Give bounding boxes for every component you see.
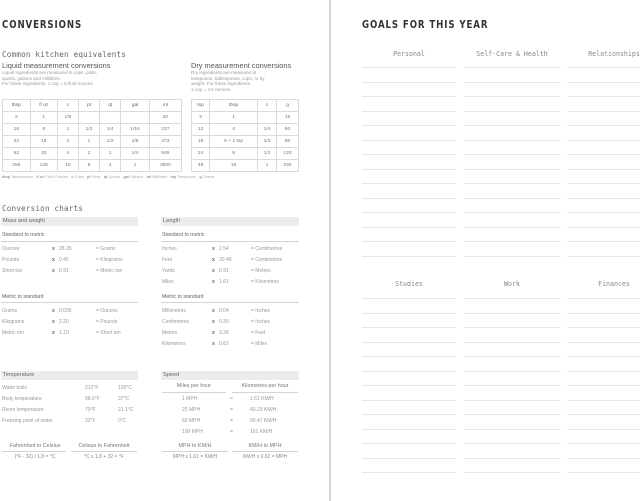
goal-line[interactable] bbox=[567, 443, 640, 444]
c-to-f-formula: °C x 1.8 + 32 = °F bbox=[84, 454, 124, 460]
goal-category-relationships: Relationships bbox=[588, 50, 640, 58]
goal-line[interactable] bbox=[465, 356, 560, 357]
goal-line[interactable] bbox=[465, 183, 560, 184]
dry-description: Dry ingredients are measured in teaspoons, tablespoons, cups, or by weight. For these ingredients, 1 cup = 4.5 ounces. bbox=[191, 70, 265, 92]
goal-line[interactable] bbox=[465, 111, 560, 112]
col-header: tsp bbox=[192, 100, 210, 112]
goal-line[interactable] bbox=[465, 313, 560, 314]
liquid-conversion-table bbox=[2, 99, 182, 172]
goal-line[interactable] bbox=[362, 414, 456, 415]
table-row: Kilograms x 2.20 = Pounds bbox=[2, 319, 118, 325]
f-to-c-label: Fahrenheit to Celsius bbox=[9, 443, 61, 449]
goal-line[interactable] bbox=[465, 414, 560, 415]
goal-line[interactable] bbox=[362, 67, 456, 68]
table-row: 1 MPH = 1.61 KM/H bbox=[182, 396, 274, 402]
goal-line[interactable] bbox=[362, 443, 456, 444]
kmh-column-header: Kilometres per hour bbox=[241, 383, 289, 389]
goal-line[interactable] bbox=[567, 67, 640, 68]
col-header: tbsp bbox=[3, 100, 31, 112]
goal-line[interactable] bbox=[362, 198, 456, 199]
liquid-description: Liquid ingredients are measured in cups, pints, quarts, gallons and millilitres. For these ingredients, 1 cup = 8 fluid ounces. bbox=[2, 70, 97, 87]
table-row: Millimetres x 0.04 = Inches bbox=[162, 308, 271, 314]
conversion-charts-heading: Conversion charts bbox=[2, 204, 84, 213]
goal-line[interactable] bbox=[567, 385, 640, 386]
goal-line[interactable] bbox=[362, 125, 456, 126]
table-row: Metres x 3.28 = Feet bbox=[162, 330, 266, 336]
table-row: 16 5 + 1 tsp 1/3 80 bbox=[192, 136, 299, 148]
dry-conversion-table bbox=[191, 99, 299, 172]
goal-line[interactable] bbox=[465, 385, 560, 386]
kmh-to-mph-formula: KM/H x 0.62 = MPH bbox=[242, 454, 288, 460]
table-row: Pounds x 0.45 = Kilograms bbox=[2, 257, 123, 263]
goal-line[interactable] bbox=[362, 458, 456, 459]
col-header: c bbox=[57, 100, 78, 112]
goal-line[interactable] bbox=[362, 227, 456, 228]
goal-line[interactable] bbox=[567, 327, 640, 328]
goal-line[interactable] bbox=[567, 256, 640, 257]
table-row: Metric ton x 1.10 = Short ton bbox=[2, 330, 121, 336]
mass-s2m-label: Standard to metric bbox=[2, 232, 45, 238]
col-header: pt bbox=[78, 100, 99, 112]
length-s2m-label: Standard to metric bbox=[162, 232, 205, 238]
goal-line[interactable] bbox=[465, 472, 560, 473]
table-row: Grams x 0.035 = Ounces bbox=[2, 308, 118, 314]
table-row: 12 4 1/4 60 bbox=[192, 124, 299, 136]
goal-line[interactable] bbox=[567, 356, 640, 357]
table-row: 16 8 1 1/2 1/4 1/16 237 bbox=[3, 124, 182, 136]
goal-line[interactable] bbox=[567, 414, 640, 415]
goal-line[interactable] bbox=[567, 371, 640, 372]
kitchen-equivalents-heading: Common kitchen equivalents bbox=[2, 50, 127, 59]
goal-line[interactable] bbox=[465, 429, 560, 430]
goal-line[interactable] bbox=[465, 96, 560, 97]
speed-heading: Speed bbox=[161, 371, 299, 380]
mph-to-kmh-label: MPH to KM/H bbox=[178, 443, 212, 449]
c-to-f-label: Celsius to Fahrenheit bbox=[78, 443, 130, 449]
goal-line[interactable] bbox=[567, 241, 640, 242]
page-title: GOALS FOR THIS YEAR bbox=[362, 19, 489, 31]
goal-line[interactable] bbox=[567, 400, 640, 401]
mph-column-header: Miles per hour bbox=[176, 383, 212, 389]
goal-line[interactable] bbox=[465, 227, 560, 228]
table-row: 62 32 4 2 1 1/4 946 bbox=[3, 148, 182, 160]
length-m2s-label: Metric to standard bbox=[162, 294, 204, 300]
table-row: Kilometres x 0.62 = Miles bbox=[162, 341, 267, 347]
f-to-c-formula: (°F - 32) / 1.8 = °C bbox=[14, 454, 56, 460]
goal-line[interactable] bbox=[362, 154, 456, 155]
col-header: ml bbox=[149, 100, 181, 112]
goal-line[interactable] bbox=[362, 472, 456, 473]
abbreviation-legend: tbsp Tablespoons fl oz Fluid Ounces c Cups pt Pints qt Quarts gal Gallons ml Millilitres tsp Teaspoons g Grams bbox=[2, 174, 215, 179]
col-header: fl oz bbox=[30, 100, 57, 112]
goal-line[interactable] bbox=[362, 82, 456, 83]
length-heading: Length bbox=[161, 217, 299, 226]
goal-line[interactable] bbox=[465, 458, 560, 459]
table-row: Freezing point of water 32°F 0°C bbox=[2, 418, 127, 424]
goal-line[interactable] bbox=[362, 342, 456, 343]
table-row: Ounces x 28.35 = Grams bbox=[2, 246, 116, 252]
table-row: 256 128 16 8 4 1 3800 bbox=[3, 160, 182, 172]
goal-line[interactable] bbox=[567, 342, 640, 343]
temperature-heading: Temperature bbox=[1, 371, 138, 380]
table-row: 50 MPH = 80.47 KM/H bbox=[182, 418, 277, 424]
col-header: qt bbox=[100, 100, 121, 112]
table-row: Yards x 0.91 = Metres bbox=[162, 268, 271, 274]
table-row: Inches x 2.54 = Centimetres bbox=[162, 246, 283, 252]
goal-line[interactable] bbox=[465, 241, 560, 242]
table-row: 24 8 1/2 120 bbox=[192, 148, 299, 160]
table-row: 32 16 2 1 1/2 1/8 473 bbox=[3, 136, 182, 148]
goal-line[interactable] bbox=[567, 212, 640, 213]
goal-category-personal: Personal bbox=[393, 50, 425, 58]
goal-line[interactable] bbox=[465, 371, 560, 372]
goal-line[interactable] bbox=[567, 313, 640, 314]
goal-category-self-care: Self-Care & Health bbox=[476, 50, 548, 58]
goal-line[interactable] bbox=[362, 140, 456, 141]
page-title: CONVERSIONS bbox=[2, 19, 83, 31]
goal-line[interactable] bbox=[567, 111, 640, 112]
goal-line[interactable] bbox=[465, 298, 560, 299]
goal-line[interactable] bbox=[362, 183, 456, 184]
goal-line[interactable] bbox=[567, 82, 640, 83]
goal-line[interactable] bbox=[567, 198, 640, 199]
goal-line[interactable] bbox=[567, 125, 640, 126]
goal-line[interactable] bbox=[362, 429, 456, 430]
goal-line[interactable] bbox=[362, 371, 456, 372]
goal-line[interactable] bbox=[567, 472, 640, 473]
goal-line[interactable] bbox=[362, 356, 456, 357]
goal-line[interactable] bbox=[465, 67, 560, 68]
goal-line[interactable] bbox=[567, 154, 640, 155]
goal-line[interactable] bbox=[362, 313, 456, 314]
goal-line[interactable] bbox=[567, 169, 640, 170]
goal-line[interactable] bbox=[567, 429, 640, 430]
goals-page bbox=[331, 0, 640, 501]
goal-line[interactable] bbox=[362, 400, 456, 401]
goal-line[interactable] bbox=[362, 111, 456, 112]
goal-line[interactable] bbox=[362, 256, 456, 257]
col-header: c bbox=[258, 100, 277, 112]
table-row: 2 1 1/8 30 bbox=[3, 112, 182, 124]
goal-line[interactable] bbox=[362, 212, 456, 213]
goal-line[interactable] bbox=[567, 96, 640, 97]
goal-category-work: Work bbox=[504, 280, 520, 288]
goal-line[interactable] bbox=[362, 96, 456, 97]
table-row: 3 1 15 bbox=[192, 112, 299, 124]
table-row: 25 MPH = 40.23 KM/H bbox=[182, 407, 277, 413]
table-row: Feet x 30.48 = Centimetres bbox=[162, 257, 283, 263]
goal-line[interactable] bbox=[465, 342, 560, 343]
kmh-to-mph-label: KM/H to MPH bbox=[248, 443, 282, 449]
table-row: Miles x 1.61 = Kilometres bbox=[162, 279, 279, 285]
goal-category-finances: Finances bbox=[598, 280, 630, 288]
goal-line[interactable] bbox=[362, 169, 456, 170]
liquid-heading: Liquid measurement conversions bbox=[2, 61, 111, 70]
goal-line[interactable] bbox=[465, 125, 560, 126]
table-row: 48 16 1 240 bbox=[192, 160, 299, 172]
goal-line[interactable] bbox=[465, 327, 560, 328]
mass-m2s-label: Metric to standard bbox=[2, 294, 44, 300]
goal-line[interactable] bbox=[465, 198, 560, 199]
goal-category-studies: Studies bbox=[395, 280, 423, 288]
goal-line[interactable] bbox=[362, 385, 456, 386]
table-row: Centimetres x 0.39 = Inches bbox=[162, 319, 271, 325]
table-row: Room temperature 70°F 21.1°C bbox=[2, 407, 134, 413]
goal-line[interactable] bbox=[465, 169, 560, 170]
goal-line[interactable] bbox=[567, 140, 640, 141]
dry-heading: Dry measurement conversions bbox=[191, 61, 292, 70]
goal-line[interactable] bbox=[465, 443, 560, 444]
table-row: 100 MPH = 161 KM/H bbox=[182, 429, 273, 435]
goal-line[interactable] bbox=[567, 298, 640, 299]
goal-line[interactable] bbox=[465, 400, 560, 401]
goal-line[interactable] bbox=[362, 327, 456, 328]
table-row: Short ton x 0.91 = Metric ton bbox=[2, 268, 123, 274]
goal-line[interactable] bbox=[465, 154, 560, 155]
col-header: gal bbox=[121, 100, 150, 112]
goal-line[interactable] bbox=[567, 183, 640, 184]
table-row: Body temperature 98.6°F 37°C bbox=[2, 396, 130, 402]
goal-line[interactable] bbox=[465, 140, 560, 141]
col-header: g bbox=[276, 100, 298, 112]
mass-heading: Mass and weight bbox=[1, 217, 138, 226]
col-header: tbsp bbox=[210, 100, 258, 112]
goal-line[interactable] bbox=[465, 256, 560, 257]
goal-line[interactable] bbox=[567, 227, 640, 228]
table-row: Water boils 212°F 100°C bbox=[2, 385, 132, 391]
mph-to-kmh-formula: MPH x 1.61 = KM/H bbox=[172, 454, 218, 460]
goal-line[interactable] bbox=[465, 82, 560, 83]
goal-line[interactable] bbox=[567, 458, 640, 459]
goal-line[interactable] bbox=[362, 241, 456, 242]
goal-line[interactable] bbox=[465, 212, 560, 213]
goal-line[interactable] bbox=[362, 298, 456, 299]
